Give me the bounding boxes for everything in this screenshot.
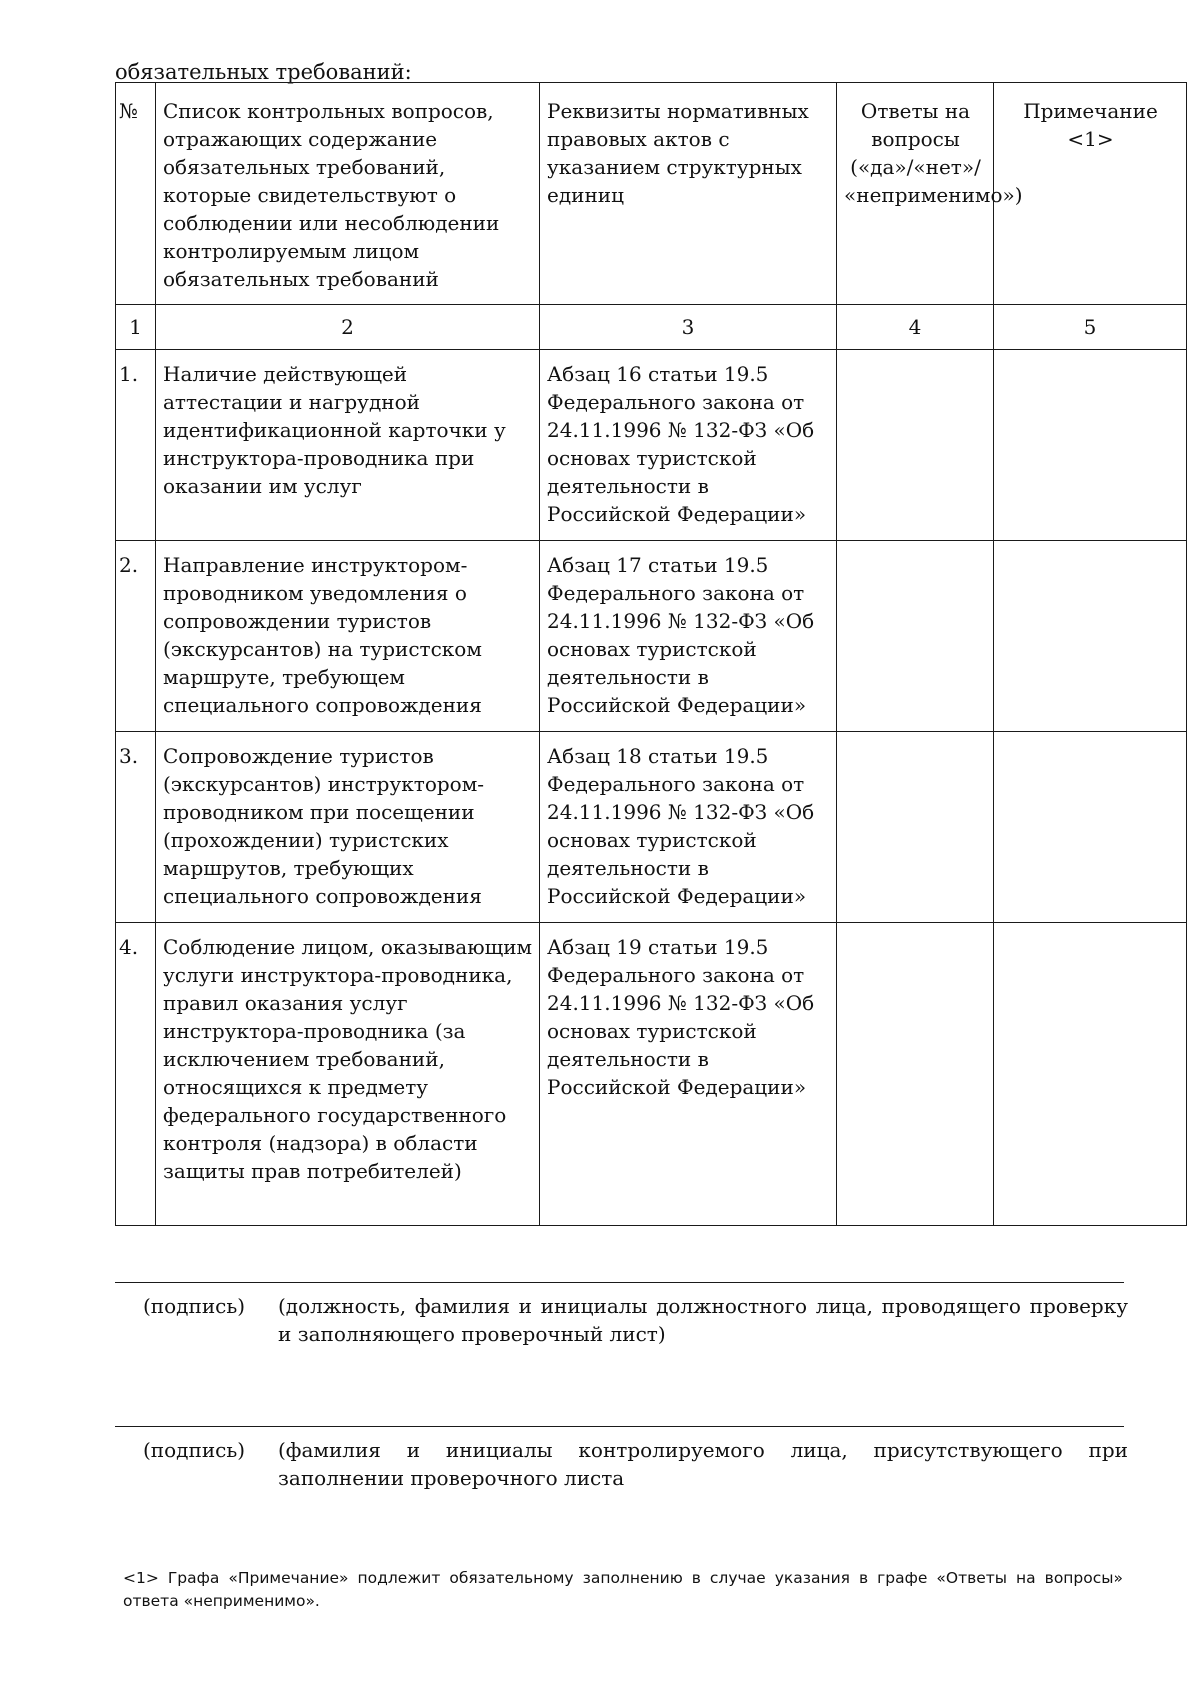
note-cell[interactable] bbox=[994, 541, 1187, 732]
column-number-row bbox=[116, 305, 1187, 350]
table-row bbox=[116, 541, 1187, 732]
footnote: <1> Графа «Примечание» подлежит обязательному заполнению в случае указания в графе «Ответы на вопросы» ответа «неприменимо». bbox=[123, 1569, 1123, 1610]
signature-line bbox=[115, 1282, 1124, 1283]
table-header-row bbox=[116, 83, 1187, 305]
column-number: 3 bbox=[540, 305, 837, 350]
reference-cell: Абзац 19 статьи 19.5 Федерального закона от 24.11.1996 № 132-ФЗ «Об основах туристской деятельности в Российской Федерации» bbox=[540, 923, 837, 1226]
signature-line bbox=[115, 1426, 1124, 1427]
question-cell: Соблюдение лицом, оказывающим услуги инструктора-проводника, правил оказания услуг инструктора-проводника (за исключением требований, относящихся к предмету федерального государственного контроля (надзора) в области защиты прав потребителей) bbox=[156, 923, 540, 1226]
signature-label: (подпись) bbox=[143, 1294, 246, 1318]
column-number: 4 bbox=[837, 305, 994, 350]
table-row bbox=[116, 350, 1187, 541]
column-number: 1 bbox=[116, 305, 156, 350]
header-number: № bbox=[116, 83, 156, 305]
question-cell: Наличие действующей аттестации и нагрудной идентификационной карточки у инструктора-проводника при оказании им услуг bbox=[156, 350, 540, 541]
header-answers: Ответы на вопросы («да»/«нет»/ «неприменимо») bbox=[837, 83, 994, 305]
header-questions: Список контрольных вопросов, отражающих содержание обязательных требований, которые свидетельствуют о соблюдении или несоблюдении контролируемым лицом обязательных требований bbox=[156, 83, 540, 305]
row-number: 1. bbox=[116, 350, 156, 541]
header-references: Реквизиты нормативных правовых актов с указанием структурных единиц bbox=[540, 83, 837, 305]
note-cell[interactable] bbox=[994, 732, 1187, 923]
table-row bbox=[116, 732, 1187, 923]
answer-cell[interactable] bbox=[837, 541, 994, 732]
note-cell[interactable] bbox=[994, 923, 1187, 1226]
answer-cell[interactable] bbox=[837, 350, 994, 541]
intro-text: обязательных требований: bbox=[115, 60, 412, 84]
table-row bbox=[116, 923, 1187, 1226]
reference-cell: Абзац 16 статьи 19.5 Федерального закона от 24.11.1996 № 132-ФЗ «Об основах туристской деятельности в Российской Федерации» bbox=[540, 350, 837, 541]
row-number: 2. bbox=[116, 541, 156, 732]
signature-label: (подпись) bbox=[143, 1438, 246, 1462]
header-note: Примечание <1> bbox=[994, 83, 1187, 305]
answer-cell[interactable] bbox=[837, 732, 994, 923]
row-number: 4. bbox=[116, 923, 156, 1226]
row-number: 3. bbox=[116, 732, 156, 923]
checklist-table bbox=[115, 82, 1187, 1226]
question-cell: Направление инструктором-проводником уведомления о сопровождении туристов (экскурсантов) на туристском маршруте, требующем специального сопровождения bbox=[156, 541, 540, 732]
reference-cell: Абзац 17 статьи 19.5 Федерального закона от 24.11.1996 № 132-ФЗ «Об основах туристской деятельности в Российской Федерации» bbox=[540, 541, 837, 732]
question-cell: Сопровождение туристов (экскурсантов) инструктором-проводником при посещении (прохождении) туристских маршрутов, требующих специального сопровождения bbox=[156, 732, 540, 923]
note-cell[interactable] bbox=[994, 350, 1187, 541]
answer-cell[interactable] bbox=[837, 923, 994, 1226]
signature-description: (должность, фамилия и инициалы должностного лица, проводящего проверку и заполняющего проверочный лист) bbox=[278, 1294, 1128, 1346]
reference-cell: Абзац 18 статьи 19.5 Федерального закона от 24.11.1996 № 132-ФЗ «Об основах туристской деятельности в Российской Федерации» bbox=[540, 732, 837, 923]
column-number: 2 bbox=[156, 305, 540, 350]
column-number: 5 bbox=[994, 305, 1187, 350]
signature-description: (фамилия и инициалы контролируемого лица, присутствующего при заполнении проверочного листа bbox=[278, 1438, 1128, 1490]
